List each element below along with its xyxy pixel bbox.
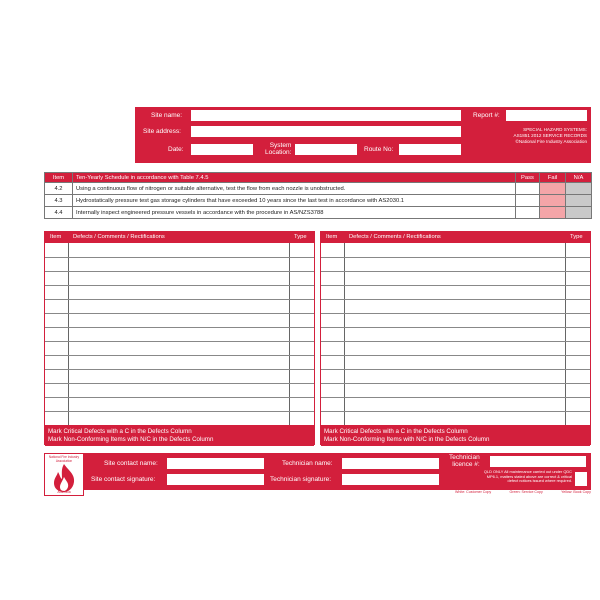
non-conforming-note: Mark Non-Conforming Items with N/C in the Defects Column xyxy=(48,435,214,443)
system-location-label-line1: System xyxy=(269,142,292,149)
pass-cell[interactable] xyxy=(516,183,540,195)
system-location-field[interactable] xyxy=(295,144,357,155)
row-divider xyxy=(45,285,314,286)
defects-col-type: Type xyxy=(294,234,307,240)
row-divider xyxy=(321,369,590,370)
row-divider xyxy=(321,327,590,328)
schedule-item-text: Using a continuous flow of nitrogen or suitable alternative, test the flow from each nozzle is unobstructed. xyxy=(73,183,516,195)
row-divider xyxy=(321,257,590,258)
row-divider xyxy=(321,397,590,398)
defects-grid[interactable] xyxy=(45,243,314,425)
defects-header xyxy=(45,232,314,243)
defects-col-item: Item xyxy=(326,234,338,240)
row-divider xyxy=(45,369,314,370)
technician-licence-label-line1: Technician xyxy=(449,454,480,461)
date-label: Date: xyxy=(168,146,184,153)
schedule-col-item: Item xyxy=(45,173,73,183)
report-number-field[interactable] xyxy=(506,110,587,121)
na-cell[interactable] xyxy=(566,207,592,219)
route-no-label: Route No: xyxy=(364,146,394,153)
fail-cell[interactable] xyxy=(540,183,566,195)
copy-distribution xyxy=(455,490,591,494)
row-divider xyxy=(45,411,314,412)
qld-notice-line3: defect notices issued where required. xyxy=(507,478,572,484)
form-title-line1: SPECIAL HAZARD SYSTEMS: xyxy=(523,127,587,132)
technician-signature-label: Technician signature: xyxy=(270,476,332,483)
association-logo xyxy=(44,453,84,496)
technician-licence-field[interactable] xyxy=(490,456,586,467)
flame-icon xyxy=(45,463,83,493)
defects-notes xyxy=(321,425,590,446)
copyright-text: ©National Fire Industry Association xyxy=(515,139,587,145)
site-contact-name-label: Site contact name: xyxy=(104,460,158,467)
defects-grid[interactable] xyxy=(321,243,590,425)
defects-col-item: Item xyxy=(50,234,62,240)
row-divider xyxy=(321,355,590,356)
technician-licence-label-line2: licence #: xyxy=(452,460,480,468)
defects-panel-right xyxy=(320,231,591,445)
schedule-item-number: 4.4 xyxy=(45,207,73,219)
technician-name-label: Technician name: xyxy=(282,460,333,467)
schedule-item-text: Hydrostatically pressure test gas storage cylinders that have exceeded 10 years since the last test in accordance with AS2030.1 xyxy=(73,195,516,207)
row-divider xyxy=(321,313,590,314)
row-divider xyxy=(321,299,590,300)
pass-cell[interactable] xyxy=(516,207,540,219)
qld-notice xyxy=(448,470,572,484)
form-title-line2: AS1851 2012 SERVICE RECORDS xyxy=(513,132,587,138)
defects-col-desc: Defects / Comments / Rectifications xyxy=(349,234,441,240)
schedule-col-na: N/A xyxy=(566,173,592,183)
row-divider xyxy=(45,397,314,398)
defects-col-desc: Defects / Comments / Rectifications xyxy=(73,234,165,240)
schedule-col-title: Ten-Yearly Schedule in accordance with Table 7.4.5 xyxy=(73,173,516,183)
na-cell[interactable] xyxy=(566,183,592,195)
system-location-label-line2: Location: xyxy=(265,149,292,156)
report-number-label: Report #: xyxy=(473,112,500,119)
table-row xyxy=(45,195,592,207)
row-divider xyxy=(45,313,314,314)
row-divider xyxy=(45,383,314,384)
schedule-col-pass: Pass xyxy=(516,173,540,183)
row-divider xyxy=(321,285,590,286)
defects-notes xyxy=(45,425,314,446)
row-divider xyxy=(45,299,314,300)
row-divider xyxy=(321,271,590,272)
site-address-label: Site address: xyxy=(143,128,181,135)
site-contact-name-field[interactable] xyxy=(167,458,264,469)
defects-col-type: Type xyxy=(570,234,583,240)
technician-signature-field[interactable] xyxy=(342,474,439,485)
technician-licence-label xyxy=(449,455,480,468)
schedule-item-number: 4.3 xyxy=(45,195,73,207)
pass-cell[interactable] xyxy=(516,195,540,207)
critical-defect-note: Mark Critical Defects with a C in the Defects Column xyxy=(324,428,468,435)
fail-cell[interactable] xyxy=(540,207,566,219)
row-divider xyxy=(321,411,590,412)
defects-panel-left xyxy=(44,231,315,445)
table-row xyxy=(45,183,592,195)
copy-white-label: White: Customer Copy xyxy=(455,490,492,494)
schedule-item-number: 4.2 xyxy=(45,183,73,195)
logo-text-line1: National Fire Industry xyxy=(48,455,80,459)
form-title xyxy=(475,127,587,145)
fail-cell[interactable] xyxy=(540,195,566,207)
schedule-table xyxy=(44,172,592,219)
date-field[interactable] xyxy=(191,144,253,155)
copy-yellow-label: Yellow: Book Copy xyxy=(561,490,591,494)
schedule-col-fail: Fail xyxy=(540,173,566,183)
schedule-header-row xyxy=(45,173,592,183)
site-contact-signature-label: Site contact signature: xyxy=(91,476,156,483)
technician-name-field[interactable] xyxy=(342,458,439,469)
signature-panel xyxy=(44,453,591,490)
qld-notice-line2: MP6.1, matters stated above are correct & critical xyxy=(486,473,572,479)
table-row xyxy=(45,207,592,219)
row-divider xyxy=(45,271,314,272)
row-divider xyxy=(45,257,314,258)
schedule-item-text: Internally inspect engineered pressure vessels in accordance with the procedure in AS/NZS3788 xyxy=(73,207,516,219)
row-divider xyxy=(45,355,314,356)
site-contact-signature-field[interactable] xyxy=(167,474,264,485)
defects-header xyxy=(321,232,590,243)
qld-notice-line1: QLD ONLY All maintenance carried out under QDC xyxy=(483,469,572,474)
route-no-field[interactable] xyxy=(399,144,461,155)
row-divider xyxy=(45,341,314,342)
row-divider xyxy=(321,341,590,342)
header-panel xyxy=(135,107,591,163)
copy-green-label: Green: Service Copy xyxy=(509,490,543,494)
non-conforming-note: Mark Non-Conforming Items with N/C in the Defects Column xyxy=(324,435,490,443)
row-divider xyxy=(45,327,314,328)
qld-confirm-box[interactable] xyxy=(575,472,587,486)
na-cell[interactable] xyxy=(566,195,592,207)
system-location-label xyxy=(265,142,291,156)
row-divider xyxy=(321,383,590,384)
site-name-label: Site name: xyxy=(151,112,183,119)
logo-text-line2: Association xyxy=(55,458,73,463)
site-address-field[interactable] xyxy=(191,126,461,137)
site-name-field[interactable] xyxy=(191,110,461,121)
logo-country: Australia xyxy=(57,490,71,494)
critical-defect-note: Mark Critical Defects with a C in the Defects Column xyxy=(48,428,192,435)
